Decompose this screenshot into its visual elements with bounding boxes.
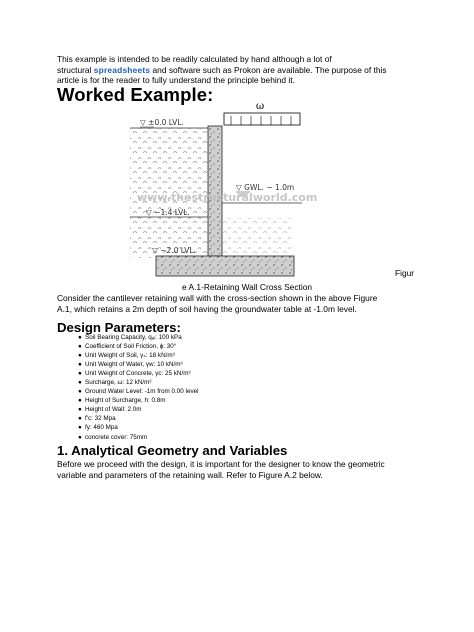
retaining-wall-figure (112, 95, 415, 285)
param-soil-friction: Coefficient of Soil Friction, ϕ: 30° (85, 343, 177, 351)
list-item (78, 387, 199, 396)
list-item (78, 351, 199, 360)
list-item (78, 342, 199, 351)
before-line-2: variable and parameters of the retaining wall. Refer to Figure A.2 below. (57, 469, 323, 480)
intro-line-1: This example is intended to be readily calculated by hand although a lot of (57, 54, 332, 64)
figure-caption: e A.1-Retaining Wall Cross Section (182, 282, 313, 292)
list-item (78, 423, 199, 432)
intro-line-2-prefix: structural (57, 64, 94, 75)
level-mid-text: −1.4 LVL. (154, 208, 190, 217)
param-fc: f'c: 32 Mpa (85, 415, 116, 423)
gwl-marker: ▽ (236, 183, 245, 192)
bullet-icon: ● (78, 352, 82, 360)
retaining-wall-drawing (112, 95, 415, 285)
intro-line-3: article is for the reader to fully understand the principle behind it. (57, 75, 295, 86)
intro-line-2-suffix: and software such as Prokon are available. The purpose of this (150, 64, 387, 75)
analytical-geometry-heading: 1. Analytical Geometry and Variables (57, 443, 288, 458)
bullet-icon: ● (78, 415, 82, 423)
worked-example-heading: Worked Example: (57, 84, 214, 105)
level-bottom-text: −2.0 LVL. (160, 246, 196, 255)
level-top-label (140, 118, 184, 127)
surcharge-box (224, 113, 300, 125)
wall-base (156, 256, 294, 276)
design-parameters-heading: Design Parameters: (57, 320, 181, 335)
figure-word-tail: Figur (395, 268, 415, 278)
list-item (78, 433, 199, 442)
list-item (78, 333, 199, 342)
level-top-text: ±0.0 LVL. (148, 118, 184, 127)
list-item (78, 378, 199, 387)
consider-line-2: A.1, which retains a 2m depth of soil having the groundwater table at -1.0m level. (57, 303, 357, 314)
list-item (78, 360, 199, 369)
before-line-1: Before we proceed with the design, it is important for the designer to know the geometric (57, 459, 385, 469)
level-mid-marker: ▽ (146, 208, 155, 217)
param-wall-height: Height of Wall: 2.0m (85, 406, 142, 414)
level-mid-label (146, 208, 190, 217)
level-top-marker: ▽ (140, 118, 149, 127)
param-concrete-unit-weight: Unit Weight of Concrete, γc: 25 kN/m³ (85, 370, 191, 378)
intro-paragraph (57, 54, 419, 86)
gwl-text: GWL. − 1.0m (244, 183, 295, 192)
list-item (78, 405, 199, 414)
bullet-icon: ● (78, 424, 82, 432)
param-bearing-capacity: Soil Bearing Capacity, qₐₗ: 100 kPa (85, 334, 182, 341)
before-paragraph (57, 459, 419, 480)
spreadsheets-link[interactable]: spreadsheets (93, 64, 151, 75)
bullet-icon: ● (78, 334, 82, 341)
level-bottom-marker: ▽ (152, 246, 161, 255)
bullet-icon: ● (78, 433, 82, 441)
consider-paragraph (57, 293, 419, 314)
param-surcharge: Surcharge, ω: 12 kN/m² (85, 379, 152, 387)
bullet-icon: ● (78, 361, 82, 369)
bullet-icon: ● (78, 370, 82, 378)
bullet-icon: ● (78, 343, 82, 351)
param-fy: fy: 460 Mpa (85, 424, 118, 432)
param-water-unit-weight: Unit Weight of Water, γw: 10 kN/m³ (85, 361, 183, 369)
bullet-icon: ● (78, 406, 82, 414)
list-item (78, 396, 199, 405)
list-item (78, 369, 199, 378)
intro-line-2 (57, 65, 419, 76)
level-bottom-label (152, 246, 196, 255)
param-ground-water-level: Ground Water Level: -1m from 0.00 level (85, 388, 199, 396)
watermark: www.thestructuralworld.com (137, 191, 318, 204)
bullet-icon: ● (78, 388, 82, 396)
surcharge-label: ω (256, 101, 265, 112)
param-soil-unit-weight: Unit Weight of Soil, γₛ: 18 kN/m³ (85, 352, 175, 360)
param-concrete-cover: concrete cover: 75mm (85, 433, 148, 441)
list-item (78, 414, 199, 423)
param-surcharge-height: Height of Surcharge, h: 0.8m (85, 397, 166, 405)
consider-line-1: Consider the cantilever retaining wall with the cross-section shown in the above Figure (57, 293, 378, 303)
front-soil (222, 218, 292, 258)
design-parameters-list (78, 333, 199, 442)
bullet-icon: ● (78, 379, 82, 387)
bullet-icon: ● (78, 397, 82, 405)
